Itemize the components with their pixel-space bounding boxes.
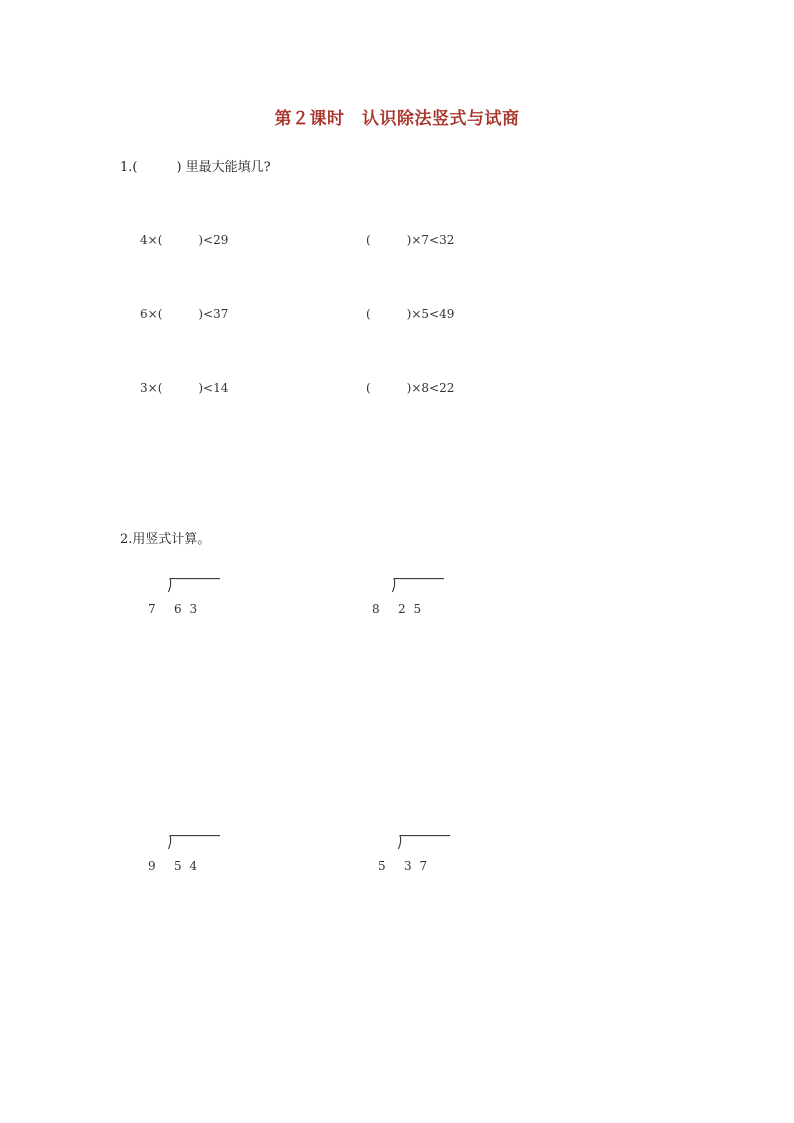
dividend: 5 4 xyxy=(174,859,200,873)
question-1-heading: 1.( ) 里最大能填几? xyxy=(120,160,271,175)
divisor: 7 xyxy=(148,602,156,616)
division-bracket-icon xyxy=(392,578,444,594)
inequality-item: 4×( )<29 xyxy=(140,233,229,247)
divisor: 5 xyxy=(378,859,386,873)
inequality-item: ( )×8<22 xyxy=(366,381,455,395)
page-title: 第２课时 认识除法竖式与试商 xyxy=(274,109,520,129)
long-division-problem xyxy=(372,578,462,628)
dividend: 6 3 xyxy=(174,602,200,616)
division-bracket-icon xyxy=(168,578,220,594)
dividend: 2 5 xyxy=(398,602,424,616)
division-bracket-icon xyxy=(398,835,450,851)
inequality-item: ( )×7<32 xyxy=(366,233,455,247)
question-2-heading: 2.用竖式计算。 xyxy=(120,532,211,547)
inequality-item: 3×( )<14 xyxy=(140,381,229,395)
inequality-item: ( )×5<49 xyxy=(366,307,455,321)
long-division-problem xyxy=(378,835,468,885)
division-bracket-icon xyxy=(168,835,220,851)
divisor: 9 xyxy=(148,859,156,873)
divisor: 8 xyxy=(372,602,380,616)
long-division-problem xyxy=(148,578,238,628)
long-division-problem xyxy=(148,835,238,885)
inequality-item: 6×( )<37 xyxy=(140,307,229,321)
dividend: 3 7 xyxy=(404,859,430,873)
